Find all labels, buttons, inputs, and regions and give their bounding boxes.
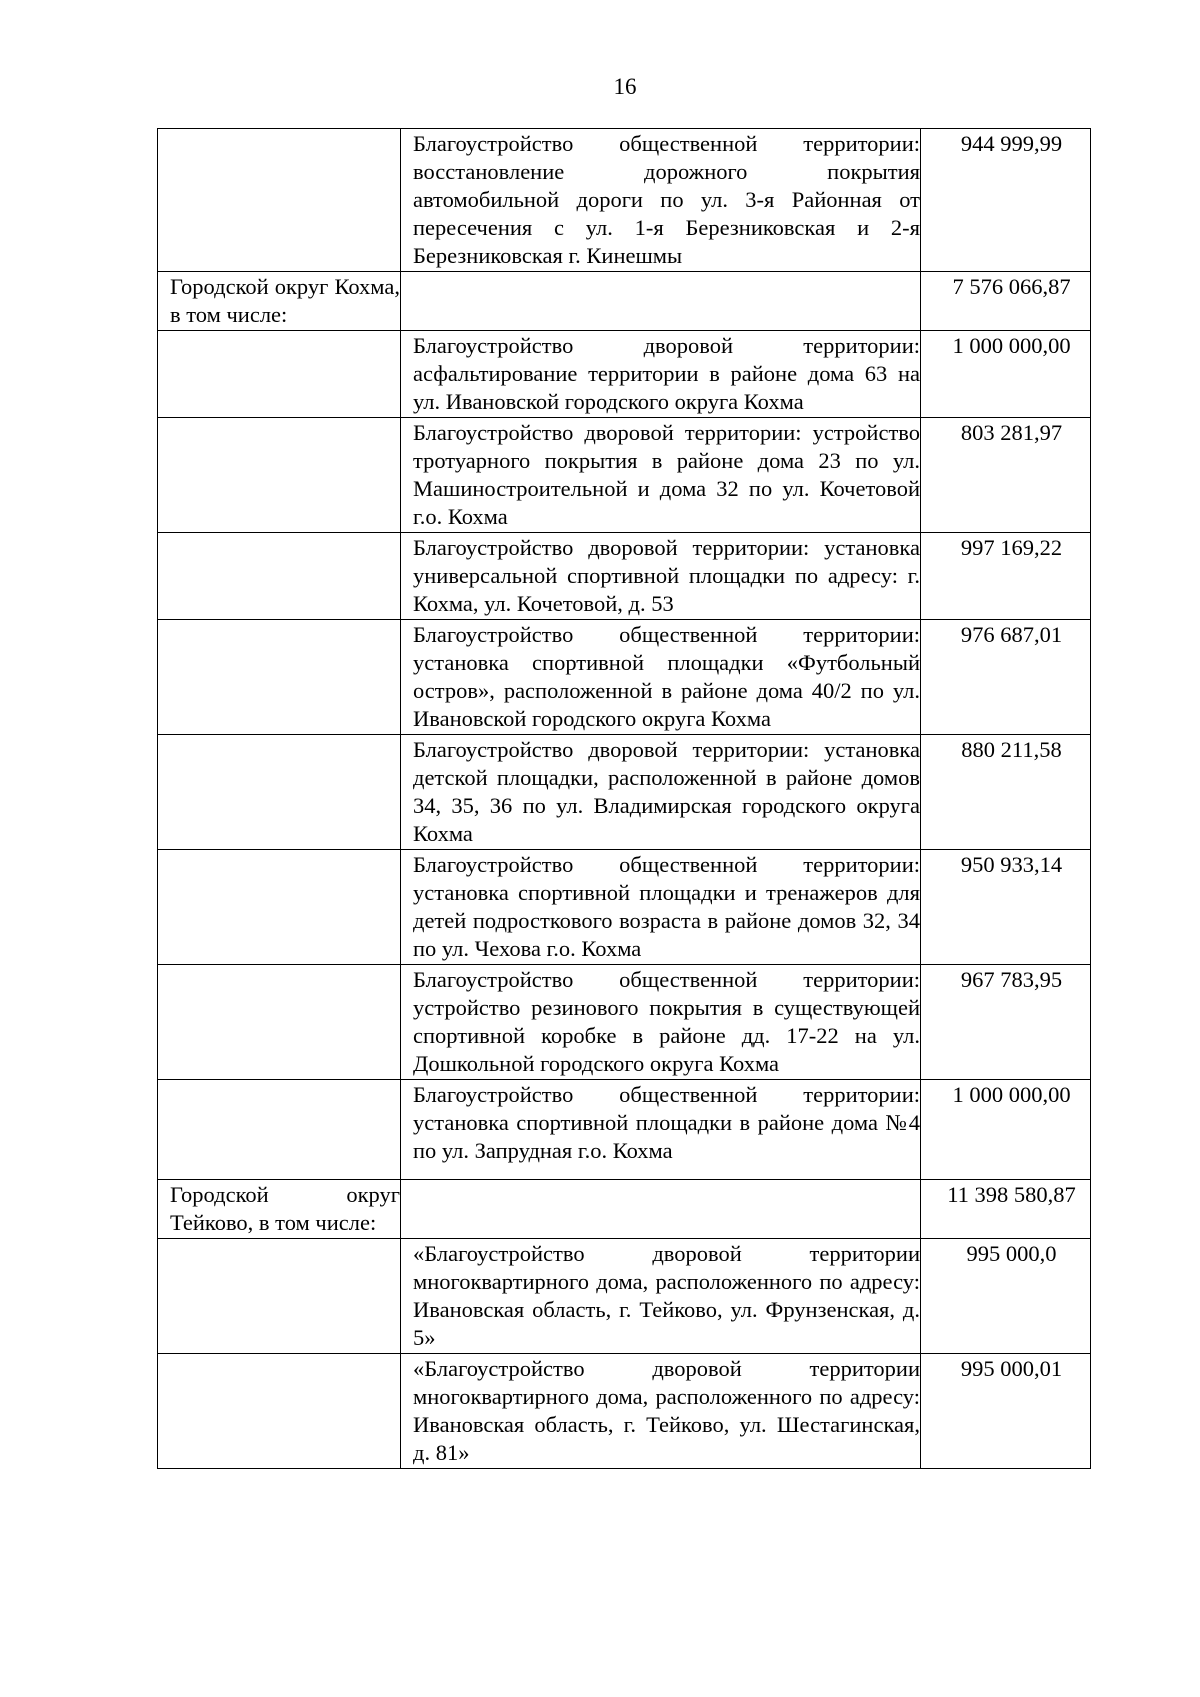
amount-cell: 803 281,97: [921, 418, 1091, 533]
table-row: [158, 965, 1091, 1080]
table-row: [158, 1080, 1091, 1180]
table-row: [158, 1239, 1091, 1354]
funding-table: [157, 128, 1091, 1469]
description-cell: Благоустройство общественной территории: установка спортивной площадки «Футбольный остров», расположенной в районе дома 40/2 по ул. Ивановской городского округа Кохма: [401, 620, 921, 735]
table-row: [158, 620, 1091, 735]
table-row: [158, 272, 1091, 331]
amount-cell: 11 398 580,87: [921, 1180, 1091, 1239]
description-cell: «Благоустройство дворовой территории многоквартирного дома, расположенного по адресу: Ивановская область, г. Тейково, ул. Шестагинская, д. 81»: [401, 1354, 921, 1469]
municipality-cell: [158, 735, 401, 850]
municipality-cell: Городской округ Кохма, в том числе:: [158, 272, 401, 331]
amount-cell: 950 933,14: [921, 850, 1091, 965]
description-cell: «Благоустройство дворовой территории многоквартирного дома, расположенного по адресу: Ивановская область, г. Тейково, ул. Фрунзенская, д. 5»: [401, 1239, 921, 1354]
amount-cell: 1 000 000,00: [921, 1080, 1091, 1180]
municipality-cell: [158, 129, 401, 272]
municipality-cell: [158, 850, 401, 965]
description-cell: Благоустройство общественной территории: установка спортивной площадки и тренажеров для детей подросткового возраста в районе домов 32, 34 по ул. Чехова г.о. Кохма: [401, 850, 921, 965]
municipality-cell: [158, 620, 401, 735]
page-number: 16: [613, 74, 637, 99]
amount-cell: 997 169,22: [921, 533, 1091, 620]
description-cell: Благоустройство дворовой территории: асфальтирование территории в районе дома 63 на ул. Ивановской городского округа Кохма: [401, 331, 921, 418]
table-row: [158, 850, 1091, 965]
table-row: [158, 1354, 1091, 1469]
description-cell: [401, 1180, 921, 1239]
municipality-cell: Городской округ Тейково, в том числе:: [158, 1180, 401, 1239]
amount-cell: 880 211,58: [921, 735, 1091, 850]
municipality-cell: [158, 1080, 401, 1180]
table-row: [158, 533, 1091, 620]
municipality-cell: [158, 1354, 401, 1469]
amount-cell: 976 687,01: [921, 620, 1091, 735]
description-cell: Благоустройство общественной территории: устройство резинового покрытия в существующей спортивной коробке в районе дд. 17-22 на ул. Дошкольной городского округа Кохма: [401, 965, 921, 1080]
description-cell: Благоустройство дворовой территории: установка детской площадки, расположенной в районе домов 34, 35, 36 по ул. Владимирская городского округа Кохма: [401, 735, 921, 850]
municipality-cell: [158, 533, 401, 620]
amount-cell: 7 576 066,87: [921, 272, 1091, 331]
table-row: [158, 735, 1091, 850]
amount-cell: 995 000,0: [921, 1239, 1091, 1354]
table-row: [158, 1180, 1091, 1239]
amount-cell: 1 000 000,00: [921, 331, 1091, 418]
description-cell: Благоустройство общественной территории: восстановление дорожного покрытия автомобильной дороги по ул. 3-я Районная от пересечения с ул. 1-я Березниковская и 2-я Березниковская г. Кинешмы: [401, 129, 921, 272]
description-cell: Благоустройство общественной территории: установка спортивной площадки в районе дома №4 по ул. Запрудная г.о. Кохма: [401, 1080, 921, 1180]
amount-cell: 944 999,99: [921, 129, 1091, 272]
municipality-cell: [158, 418, 401, 533]
table-row: [158, 418, 1091, 533]
amount-cell: 967 783,95: [921, 965, 1091, 1080]
description-cell: Благоустройство дворовой территории: устройство тротуарного покрытия в районе дома 23 по ул. Машиностроительной и дома 32 по ул. Кочетовой г.о. Кохма: [401, 418, 921, 533]
amount-cell: 995 000,01: [921, 1354, 1091, 1469]
description-cell: [401, 272, 921, 331]
table-row: [158, 129, 1091, 272]
table-row: [158, 331, 1091, 418]
municipality-cell: [158, 331, 401, 418]
municipality-cell: [158, 1239, 401, 1354]
description-cell: Благоустройство дворовой территории: установка универсальной спортивной площадки по адресу: г. Кохма, ул. Кочетовой, д. 53: [401, 533, 921, 620]
municipality-cell: [158, 965, 401, 1080]
